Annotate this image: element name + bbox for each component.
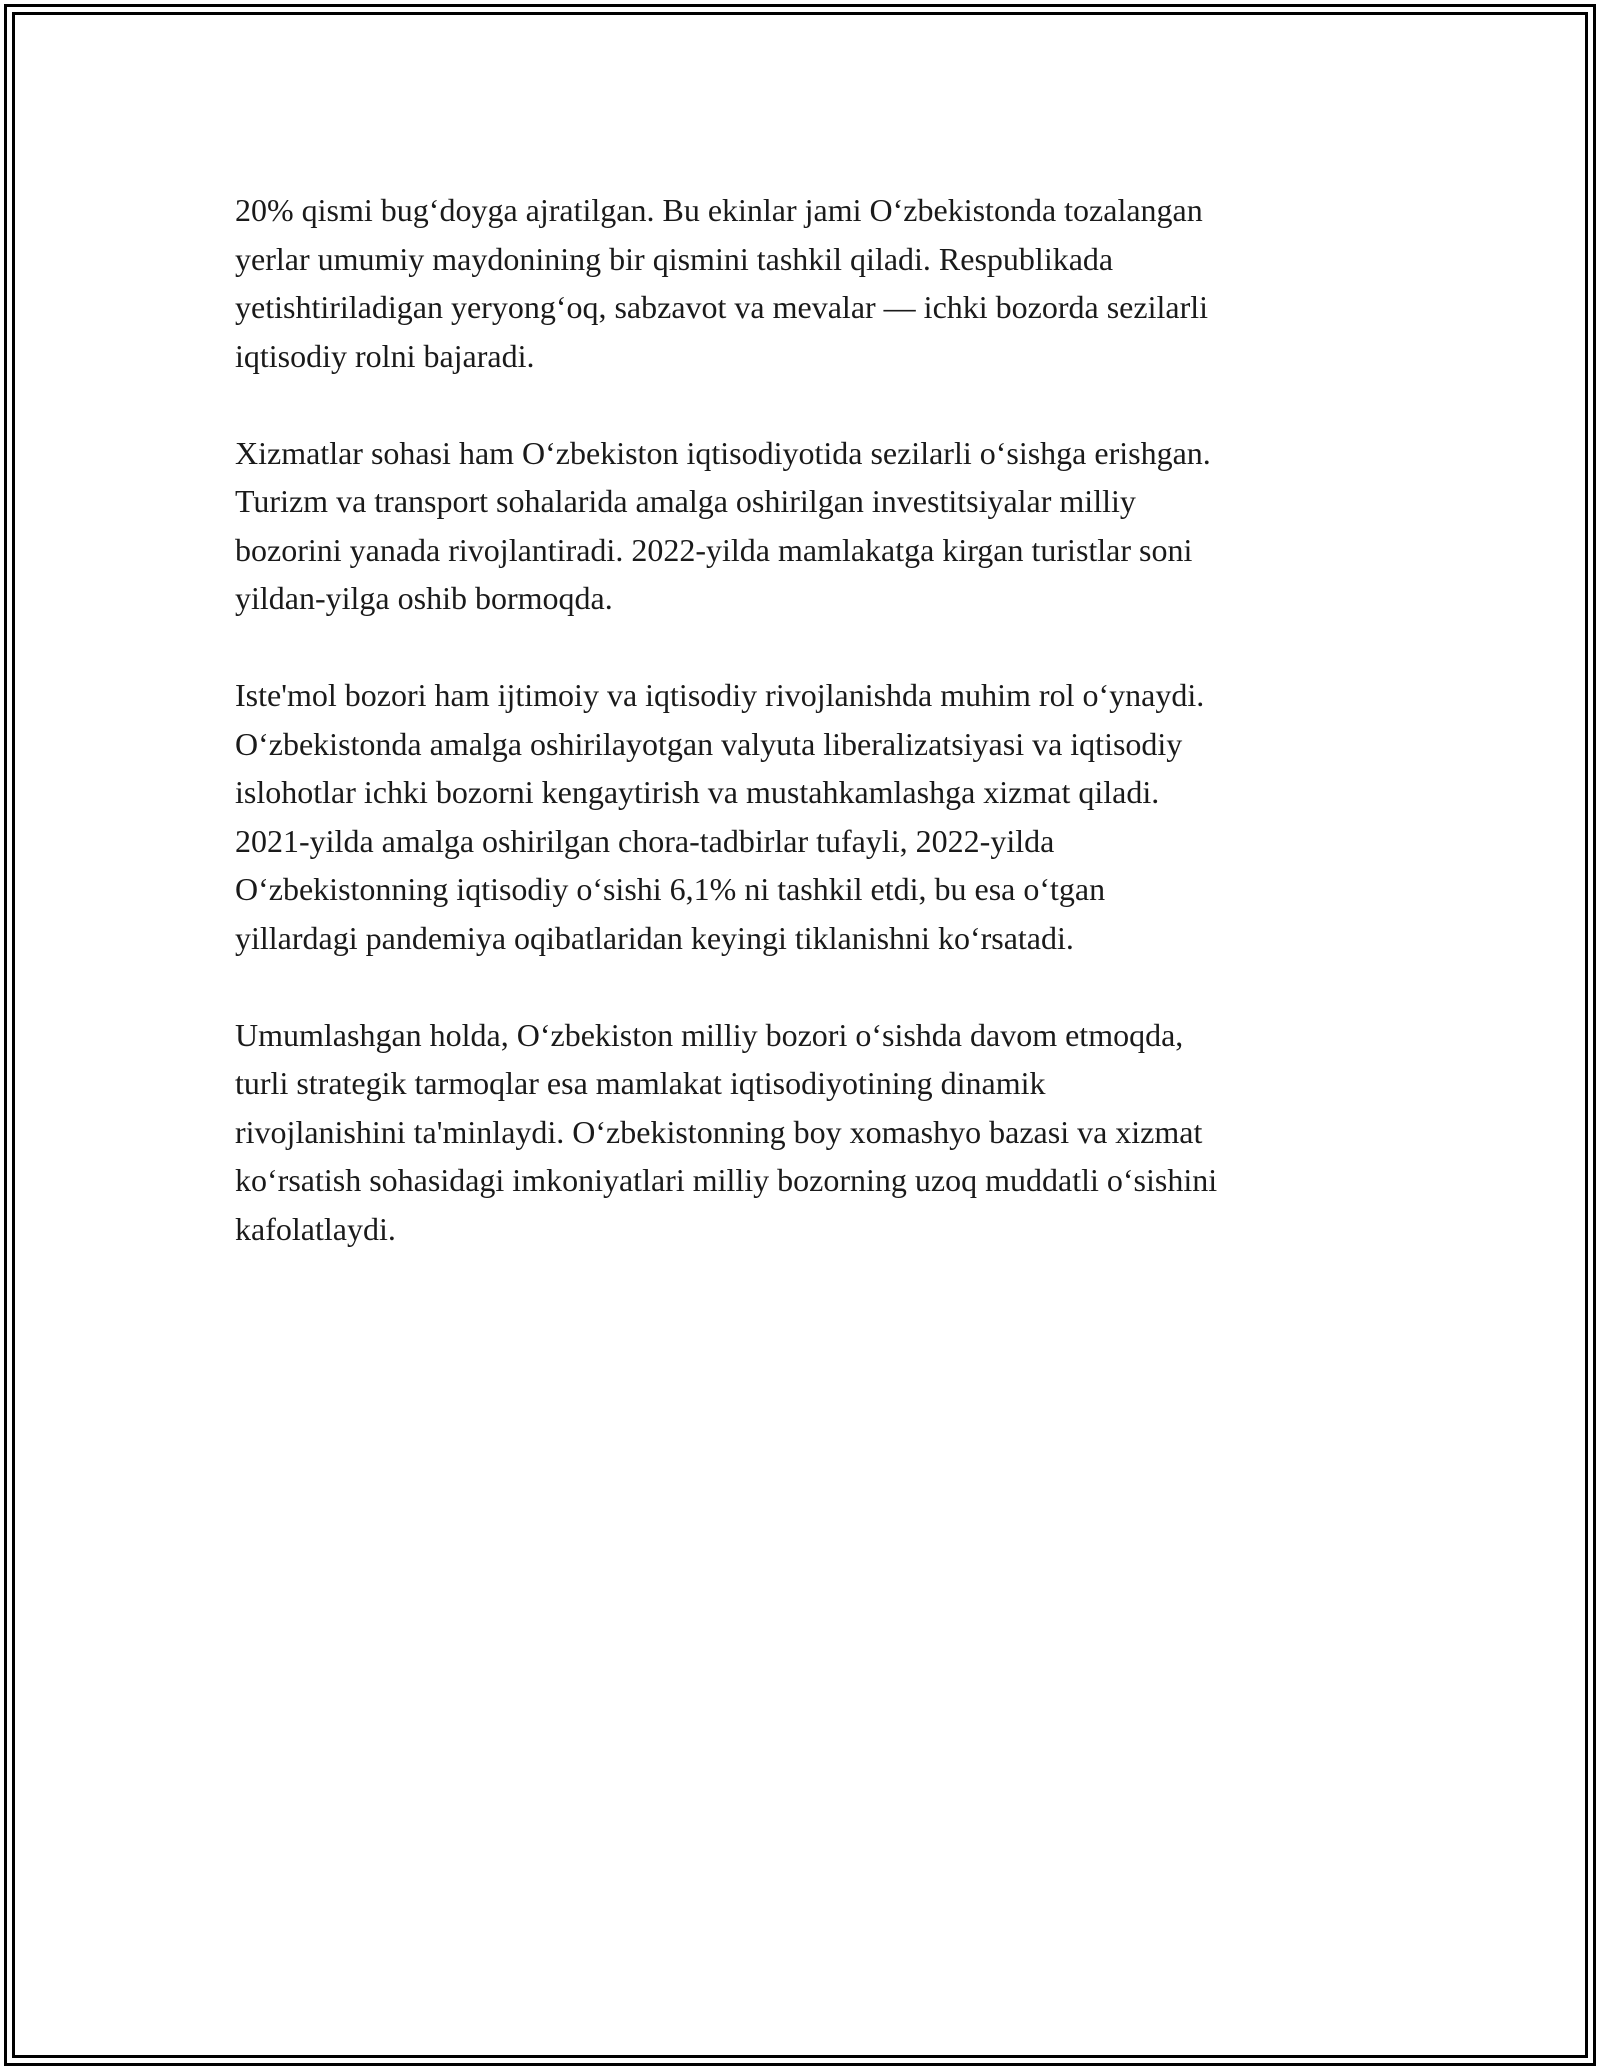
text-line: islohotlar ichki bozorni kengaytirish va mustahkamlashga xizmat qiladi.: [235, 774, 1160, 810]
text-line: Umumlashgan holda, O‘zbekiston milliy bozori o‘sishda davom etmoqda,: [235, 1016, 1184, 1053]
text-line: rivojlanishini ta'minlaydi. O‘zbekistonning boy xomashyo bazasi va xizmat: [235, 1113, 1203, 1150]
text-line: iqtisodiy rolni bajaradi.: [235, 337, 535, 374]
text-line: kafolatlaydi.: [235, 1210, 396, 1247]
text-line: Iste'mol bozori ham ijtimoiy va iqtisodiy rivojlanishda muhim rol o‘ynaydi.: [235, 677, 1205, 713]
text-line: turli strategik tarmoqlar esa mamlakat iqtisodiyotining dinamik: [235, 1065, 1046, 1101]
text-line: yillardagi pandemiya oqibatlaridan keyingi tiklanishni ko‘rsatadi.: [235, 919, 1074, 956]
text-line: yildan-yilga oshib bormoqda.: [235, 580, 613, 616]
text-line: ko‘rsatish sohasidagi imkoniyatlari milliy bozorning uzoq muddatli o‘sishini: [235, 1162, 1218, 1198]
text-line: bozorini yanada rivojlantiradi. 2022-yilda mamlakatga kirgan turistlar soni: [235, 531, 1193, 568]
paragraph-2: [235, 429, 1365, 623]
paragraph-4: [235, 1011, 1365, 1254]
text-line: yerlar umumiy maydonining bir qismini tashkil qiladi. Respublikada: [235, 240, 1114, 277]
text-line: 20% qismi bug‘doyga ajratilgan. Bu ekinlar jami O‘zbekistonda tozalangan: [235, 192, 1203, 228]
text-line: yetishtiriladigan yeryong‘oq, sabzavot va mevalar — ichki bozorda sezilarli: [235, 289, 1208, 325]
text-line: O‘zbekistonda amalga oshirilayotgan valyuta liberalizatsiyasi va iqtisodiy: [235, 725, 1183, 762]
text-line: Xizmatlar sohasi ham O‘zbekiston iqtisodiyotida sezilarli o‘sishga erishgan.: [235, 434, 1211, 471]
paragraph-1: [235, 186, 1365, 380]
paragraph-3: [235, 671, 1365, 962]
text-line: O‘zbekistonning iqtisodiy o‘sishi 6,1% ni tashkil etdi, bu esa o‘tgan: [235, 871, 1106, 907]
text-line: 2021-yilda amalga oshirilgan chora-tadbirlar tufayli, 2022-yilda: [235, 822, 1055, 859]
document-body: [235, 186, 1365, 1302]
text-line: Turizm va transport sohalarida amalga oshirilgan investitsiyalar milliy: [235, 483, 1136, 519]
